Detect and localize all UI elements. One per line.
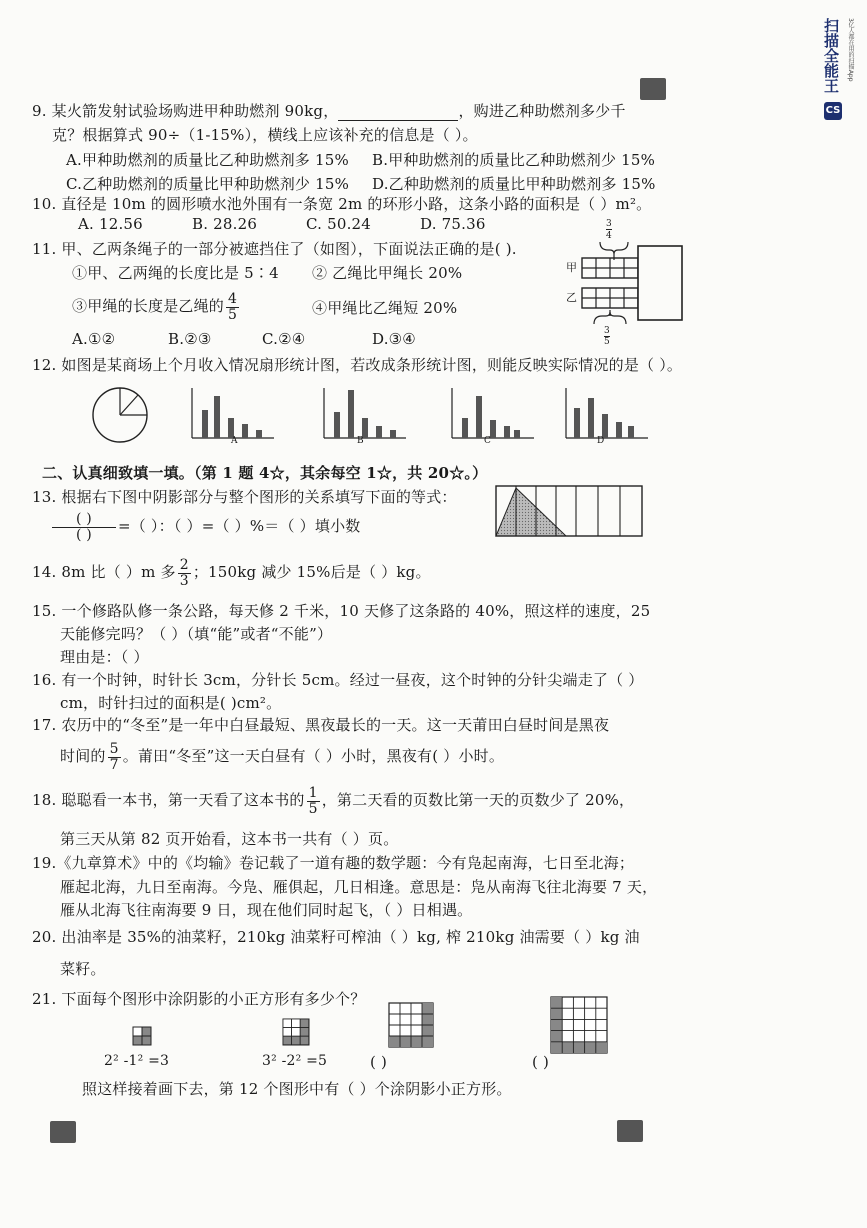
q17-fraction-den: 7 <box>109 756 119 773</box>
q16-line2: cm，时针扫过的面积是( )cm²。 <box>60 694 282 712</box>
q13-fraction <box>52 512 116 542</box>
registration-marker-bottom-right <box>617 1120 643 1142</box>
q9-line2: 克？根据算式 90÷（1-15%），横线上应该补充的信息是（ ）。 <box>52 126 478 144</box>
section-2-title: 二、认真细致填一填。（第 1 题 4☆，其余每空 1☆，共 20☆。） <box>42 464 488 482</box>
q18-fraction <box>307 786 320 816</box>
q17-text-b: 。莆田“冬至”这一天白昼有（ ）小时，黑夜有( ）小时。 <box>122 747 505 766</box>
q13-text: 13. 根据右下图中阴影部分与整个图形的关系填写下面的等式： <box>32 488 457 506</box>
bar-option-d <box>562 388 652 450</box>
q15-line2: 天能修完吗？（ ）（填“能”或者“不能”） <box>60 625 333 643</box>
rope-bottom-fraction-den: 5 <box>604 337 610 347</box>
pie-chart-figure <box>90 385 150 445</box>
q9-line1 <box>32 100 626 121</box>
q17-fraction-num: 5 <box>109 741 119 757</box>
rope-top-fraction-num: 3 <box>606 219 612 229</box>
q16-line1: 16. 有一个时钟，时针长 3cm，分针长 5cm。经过一昼夜，这个时钟的分针尖端走了（ ） <box>32 671 644 689</box>
q17-line1: 17. 农历中的“冬至”是一年中白昼最短、黑夜最长的一天。这一天莆田白昼时间是黑夜 <box>32 716 610 734</box>
rope-label-yi: 乙 <box>566 291 577 304</box>
q10-option-a: A. 12.56 <box>78 215 143 233</box>
q14-text-b: ；150kg 减少 15%后是（ ）kg。 <box>192 563 431 582</box>
q18-fraction-den: 5 <box>308 800 318 817</box>
q11-option-b: B.②③ <box>168 330 212 348</box>
q21-figure-4 <box>550 996 608 1054</box>
q21-line2: 照这样接着画下去，第 12 个图形中有（ ）个涂阴影小正方形。 <box>82 1080 512 1098</box>
q15-line1: 15. 一个修路队修一条公路，每天修 2 千米，10 天修了这条路的 40%，照这样的速度，25 <box>32 602 651 620</box>
q18-fraction-num: 1 <box>308 785 318 801</box>
q9-blank <box>338 106 458 121</box>
q11-option-a: A.①② <box>72 330 116 348</box>
q19-line2: 雁起北海，九日至南海。今凫、雁俱起，几日相逢。意思是：凫从南海飞往北海要 7 天， <box>60 878 658 896</box>
bar-option-c-label: C <box>484 436 492 446</box>
q9-text-b: ，购进乙种助燃剂多少千 <box>458 102 626 120</box>
q10-text: 10. 直径是 10m 的圆形喷水池外围有一条宽 2m 的环形小路，这条小路的面积是（ ）m²。 <box>32 195 652 213</box>
q14-text-a: 14. 8m 比（ ）m 多 <box>32 563 176 582</box>
scanner-subtitle: 3亿人都在用的扫描App <box>847 18 854 82</box>
q13-line2 <box>50 512 360 542</box>
q21-answer-4: ( ) <box>532 1053 550 1071</box>
bar-option-b <box>320 388 410 450</box>
q21-figure-2 <box>282 1018 310 1046</box>
q19-line3: 雁从北海飞往南海要 9 日，现在他们同时起飞，（ ）日相遇。 <box>60 901 473 919</box>
rope-label-jia: 甲 <box>566 261 577 274</box>
bar-option-c <box>448 388 538 450</box>
q11-option-d: D.③④ <box>372 330 416 348</box>
rope-figure-svg <box>564 220 684 350</box>
q11-statement-4: ④甲绳比乙绳短 20% <box>312 299 458 317</box>
q11-fraction-den: 5 <box>228 306 238 323</box>
q17-line2 <box>60 742 504 772</box>
q14-line <box>32 558 431 588</box>
rope-bottom-fraction-num: 3 <box>604 326 610 336</box>
q13-fraction-den: ( ) <box>76 526 92 543</box>
q9-option-d: D.乙种助燃剂的质量比甲种助燃剂多 15% <box>372 175 656 193</box>
q11-statement-2: ② 乙绳比甲绳长 20% <box>312 264 463 282</box>
q21-figure-1 <box>132 1026 152 1046</box>
scanner-badge <box>822 18 864 128</box>
q9-text-a: 9. 某火箭发射试验场购进甲种助燃剂 90kg， <box>32 102 339 120</box>
q10-option-c: C. 50.24 <box>306 215 372 233</box>
q14-fraction <box>178 558 191 588</box>
q9-option-c: C.乙种助燃剂的质量比甲种助燃剂少 15% <box>66 175 350 193</box>
q9-option-b: B.甲种助燃剂的质量比乙种助燃剂少 15% <box>372 151 656 169</box>
q10-option-d: D. 75.36 <box>420 215 486 233</box>
rope-top-fraction-den: 4 <box>606 231 612 241</box>
q17-text-a: 时间的 <box>60 747 106 766</box>
q11-fraction <box>226 292 239 322</box>
q11-statement-1: ①甲、乙两绳的长度比是 5∶4 <box>72 264 279 282</box>
q11-fraction-num: 4 <box>228 291 238 307</box>
q10-option-b: B. 28.26 <box>192 215 258 233</box>
scanner-title: 扫描全能王 <box>822 18 840 93</box>
q18-line2: 第三天从第 82 页开始看，这本书一共有（ ）页。 <box>60 830 399 848</box>
q11-statement-3 <box>72 292 241 322</box>
q21-text: 21. 下面每个图形中涂阴影的小正方形有多少个？ <box>32 990 366 1008</box>
rope-figure <box>564 220 684 350</box>
bar-option-a-label: A <box>231 436 238 446</box>
q14-fraction-den: 3 <box>179 572 189 589</box>
q17-fraction <box>108 742 121 772</box>
q20-line1: 20. 出油率是 35%的油菜籽，210kg 油菜籽可榨油（ ）kg, 榨 210kg 油需要（ ）kg 油 <box>32 928 640 946</box>
registration-marker-top <box>640 78 666 100</box>
q13-equation: =（ ）：（ ）=（ ）%＝（ ）填小数 <box>118 517 361 536</box>
q14-fraction-num: 2 <box>179 557 189 573</box>
q11-option-c: C.②④ <box>262 330 306 348</box>
q15-line3: 理由是：（ ） <box>60 648 149 666</box>
q21-formula-2: 3² -2² =5 <box>262 1053 328 1069</box>
q20-line2: 菜籽。 <box>60 960 106 978</box>
q11-statement-3-text: ③甲绳的长度是乙绳的 <box>72 297 225 316</box>
q13-shaded-figure <box>494 484 644 540</box>
bar-option-b-label: B <box>357 436 364 446</box>
registration-marker-bottom-left <box>50 1121 76 1143</box>
q12-text: 12. 如图是某商场上个月收入情况扇形统计图，若改成条形统计图，则能反映实际情况的是（ ）。 <box>32 356 683 374</box>
q21-figure-3 <box>388 1002 434 1048</box>
q9-option-a: A.甲种助燃剂的质量比乙种助燃剂多 15% <box>66 151 349 169</box>
q19-line1: 19.《九章算术》中的《均输》卷记载了一道有趣的数学题：今有凫起南海，七日至北海； <box>32 854 635 872</box>
q11-text: 11. 甲、乙两条绳子的一部分被遮挡住了（如图），下面说法正确的是( ). <box>32 240 517 258</box>
q21-formula-1: 2² -1² =3 <box>104 1053 170 1069</box>
q13-fraction-num: ( ) <box>52 512 116 528</box>
scanner-logo-icon: CS <box>824 102 842 120</box>
q18-text-b: ，第二天看的页数比第一天的页数少了 20%， <box>321 791 635 810</box>
q18-line1 <box>32 786 634 816</box>
q21-answer-3: ( ) <box>370 1053 388 1071</box>
bar-option-d-label: D <box>597 436 605 446</box>
q18-text-a: 18. 聪聪看一本书，第一天看了这本书的 <box>32 791 305 810</box>
